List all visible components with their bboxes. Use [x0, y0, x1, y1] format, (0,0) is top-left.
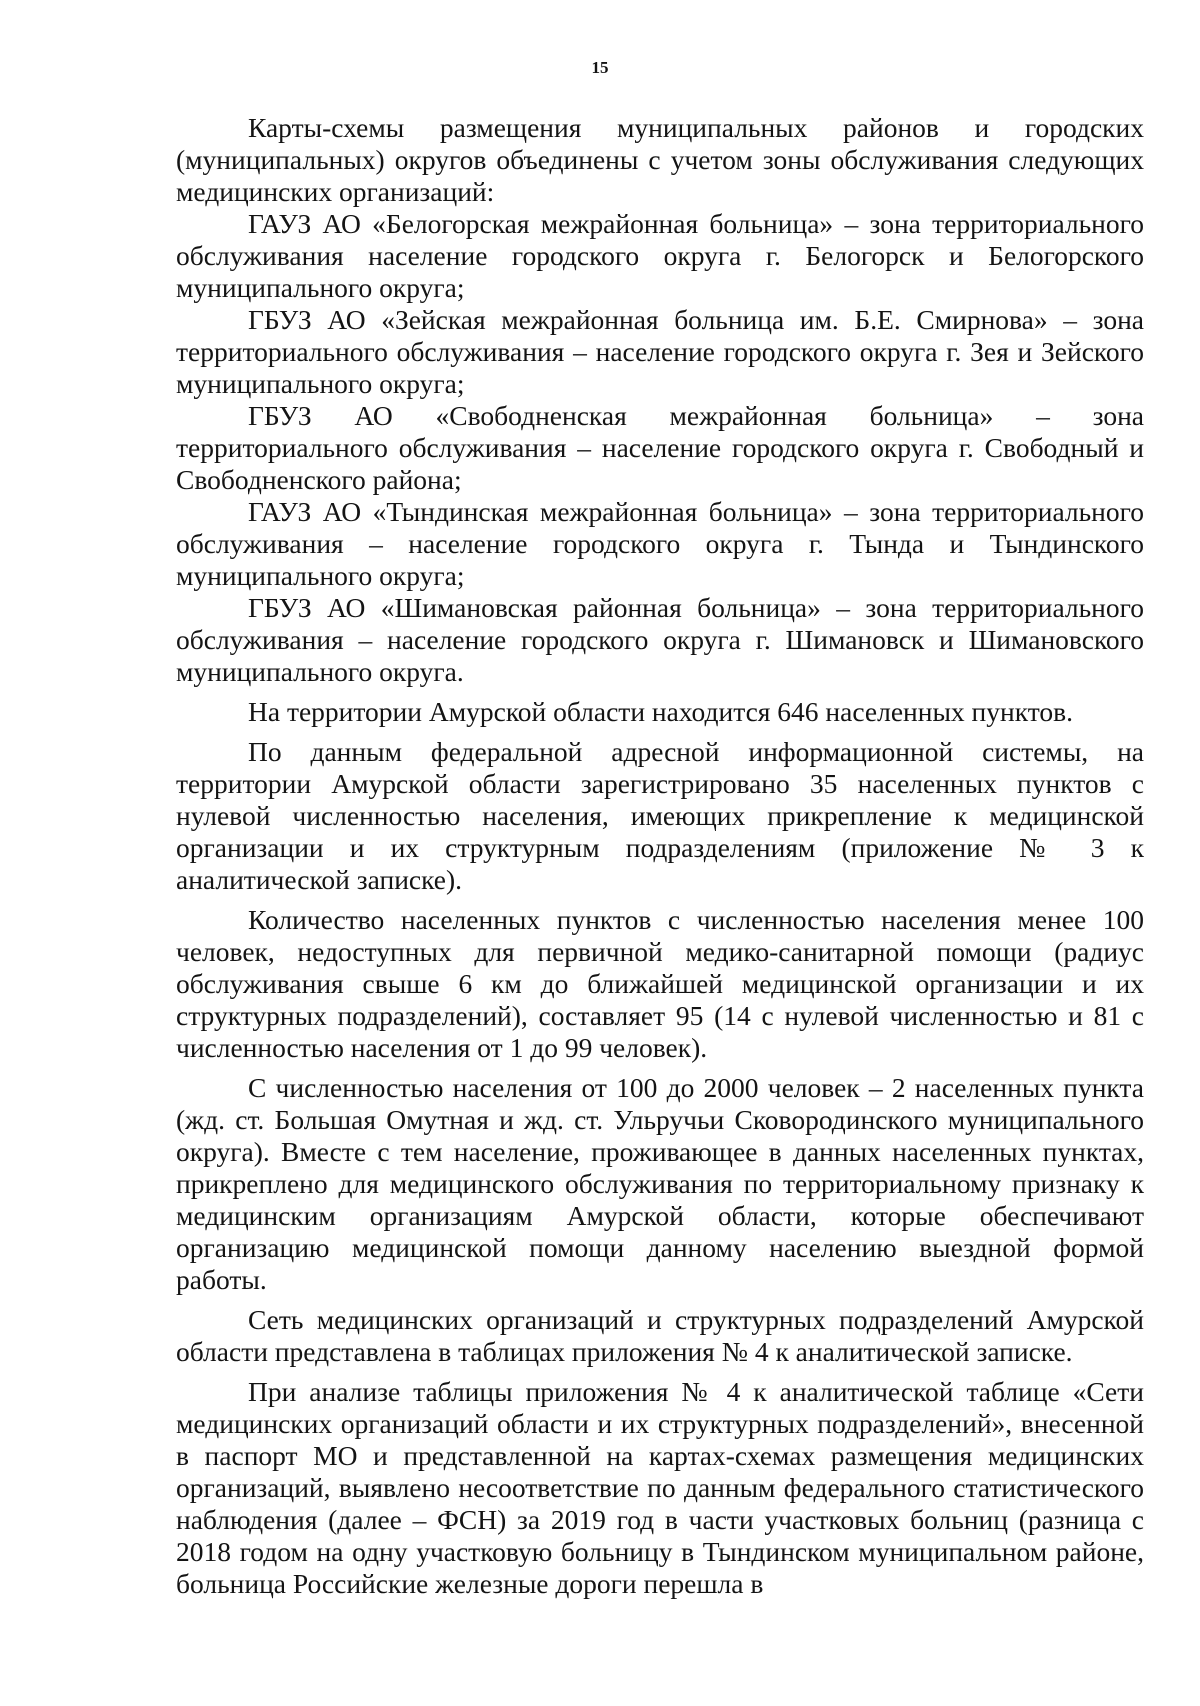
paragraph-belogorsk: ГАУЗ АО «Белогорская межрайонная больница» – зона территориального обслуживания население городского округа г. Белогорск и Белогорского муниципального округа;	[176, 208, 1144, 303]
paragraph-zeya: ГБУЗ АО «Зейская межрайонная больница им. Б.Е. Смирнова» – зона территориального обслуживания – население городского округа г. Зея и Зейского муниципального округа;	[176, 304, 1144, 399]
paragraph-population-range: С численностью населения от 100 до 2000 человек – 2 населенных пункта (жд. ст. Большая Омутная и жд. ст. Ульручьи Сковородинского муниципального округа). Вместе с тем население, проживающее в данных населенных пунктах, прикреплено для медицинского обслуживания по территориальному признаку к медицинским организациям Амурской области, которые обеспечивают организацию медицинской помощи данному населению выездной формой работы.	[176, 1072, 1144, 1295]
paragraph-shimanovsk: ГБУЗ АО «Шимановская районная больница» – зона территориального обслуживания – население городского округа г. Шимановск и Шимановского муниципального округа.	[176, 592, 1144, 687]
document-body	[176, 112, 1144, 1600]
paragraph-fias: По данным федеральной адресной информационной системы, на территории Амурской области зарегистрировано 35 населенных пунктов с нулевой численностью населения, имеющих прикрепление к медицинской организации и их структурным подразделениям (приложение № 3 к аналитической записке).	[176, 736, 1144, 895]
paragraph-svobodny: ГБУЗ АО «Свободненская межрайонная больница» – зона территориального обслуживания – население городского округа г. Свободный и Свободненского района;	[176, 400, 1144, 495]
paragraph-intro: Карты-схемы размещения муниципальных районов и городских (муниципальных) округов объединены с учетом зоны обслуживания следующих медицинских организаций:	[176, 112, 1144, 207]
paragraph-analysis: При анализе таблицы приложения № 4 к аналитической таблице «Сети медицинских организаций области и их структурных подразделений», внесенной в паспорт МО и представленной на картах-схемах размещения медицинских организаций, выявлено несоответствие по данным федерального статистического наблюдения (далее – ФСН) за 2019 год в части участковых больниц (разница с 2018 годом на одну участковую больницу в Тындинском муниципальном районе, больница Российские железные дороги перешла в	[176, 1376, 1144, 1599]
paragraph-tynda: ГАУЗ АО «Тындинская межрайонная больница» – зона территориального обслуживания – население городского округа г. Тында и Тындинского муниципального округа;	[176, 496, 1144, 591]
page-number: 15	[591, 58, 609, 77]
paragraph-settlements-count: На территории Амурской области находится 646 населенных пунктов.	[248, 696, 1073, 727]
paragraph-inaccessible: Количество населенных пунктов с численностью населения менее 100 человек, недоступных для первичной медико-санитарной помощи (радиус обслуживания свыше 6 км до ближайшей медицинской организации и их структурных подразделений), составляет 95 (14 с нулевой численностью и 81 с численностью населения от 1 до 99 человек).	[176, 904, 1144, 1063]
paragraph-network: Сеть медицинских организаций и структурных подразделений Амурской области представлена в таблицах приложения № 4 к аналитической записке.	[176, 1304, 1144, 1367]
